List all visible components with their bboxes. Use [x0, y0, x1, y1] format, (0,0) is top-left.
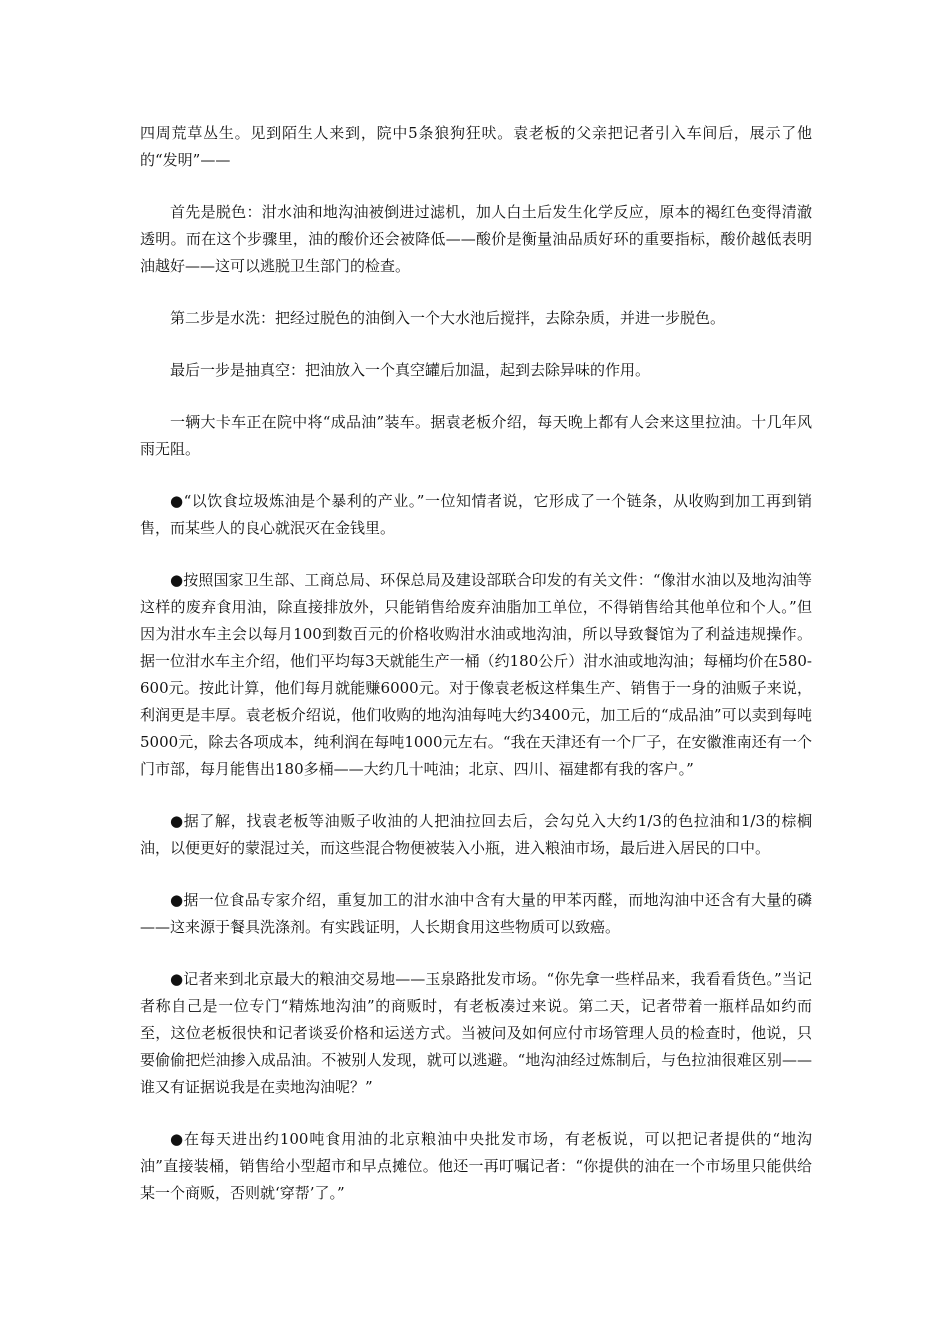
- paragraph-8: ●据了解，找袁老板等油贩子收油的人把油拉回去后，会勾兑入大约1/3的色拉油和1/3的棕榈油，以便更好的蒙混过关，而这些混合物便被装入小瓶，进入粮油市场，最后进入居民的口中。: [140, 812, 812, 857]
- paragraph-9: ●据一位食品专家介绍，重复加工的泔水油中含有大量的甲苯丙醛，而地沟油中还含有大量的磷——这来源于餐具洗涤剂。有实践证明，人长期食用这些物质可以致癌。: [140, 891, 812, 936]
- article-body: [140, 120, 812, 1232]
- paragraph-5: 一辆大卡车正在院中将“成品油”装车。据袁老板介绍，每天晚上都有人会来这里拉油。十几年风雨无阻。: [140, 413, 812, 458]
- paragraph-1: 四周荒草丛生。见到陌生人来到，院中5条狼狗狂吠。袁老板的父亲把记者引入车间后，展示了他的“发明”——: [140, 124, 812, 169]
- paragraph-4: 最后一步是抽真空：把油放入一个真空罐后加温，起到去除异味的作用。: [170, 361, 651, 379]
- paragraph-2: 首先是脱色：泔水油和地沟油被倒进过滤机，加人白土后发生化学反应，原本的褐红色变得清澈透明。而在这个步骤里，油的酸价还会被降低——酸价是衡量油品质好环的重要指标，酸价越低表明油越好——这可以逃脱卫生部门的检查。: [140, 203, 812, 275]
- paragraph-11: ●在每天进出约100吨食用油的北京粮油中央批发市场，有老板说，可以把记者提供的“地沟油”直接装桶，销售给小型超市和早点摊位。他还一再叮嘱记者：“你提供的油在一个市场里只能供给某一个商贩，否则就‘穿帮’了。”: [140, 1130, 812, 1202]
- paragraph-10: ●记者来到北京最大的粮油交易地——玉泉路批发市场。“你先拿一些样品来，我看看货色。”当记者称自己是一位专门“精炼地沟油”的商贩时，有老板凑过来说。第二天，记者带着一瓶样品如约而至，这位老板很快和记者谈妥价格和运送方式。当被问及如何应付市场管理人员的检查时，他说，只要偷偷把烂油掺入成品油。不被别人发现，就可以逃避。“地沟油经过炼制后，与色拉油很难区别——谁又有证据说我是在卖地沟油呢？”: [140, 970, 812, 1096]
- paragraph-6: ●“以饮食垃圾炼油是个暴利的产业。”一位知情者说，它形成了一个链条，从收购到加工再到销售，而某些人的良心就泯灭在金钱里。: [140, 492, 812, 537]
- paragraph-7: ●按照国家卫生部、工商总局、环保总局及建设部联合印发的有关文件：“像泔水油以及地沟油等这样的废弃食用油，除直接排放外，只能销售给废弃油脂加工单位，不得销售给其他单位和个人。”但因为泔水车主会以每月100到数百元的价格收购泔水油或地沟油，所以导致餐馆为了利益违规操作。据一位泔水车主介绍，他们平均每3天就能生产一桶（约180公斤）泔水油或地沟油；每桶均价在580-600元。按此计算，他们每月就能赚6000元。对于像袁老板这样集生产、销售于一身的油贩子来说，利润更是丰厚。袁老板介绍说，他们收购的地沟油每吨大约3400元，加工后的“成品油”可以卖到每吨5000元，除去各项成本，纯利润在每吨1000元左右。“我在天津还有一个厂子，在安徽淮南还有一个门市部，每月能售出180多桶——大约几十吨油；北京、四川、福建都有我的客户。”: [140, 571, 812, 778]
- paragraph-3: 第二步是水洗：把经过脱色的油倒入一个大水池后搅拌，去除杂质，并进一步脱色。: [170, 309, 726, 327]
